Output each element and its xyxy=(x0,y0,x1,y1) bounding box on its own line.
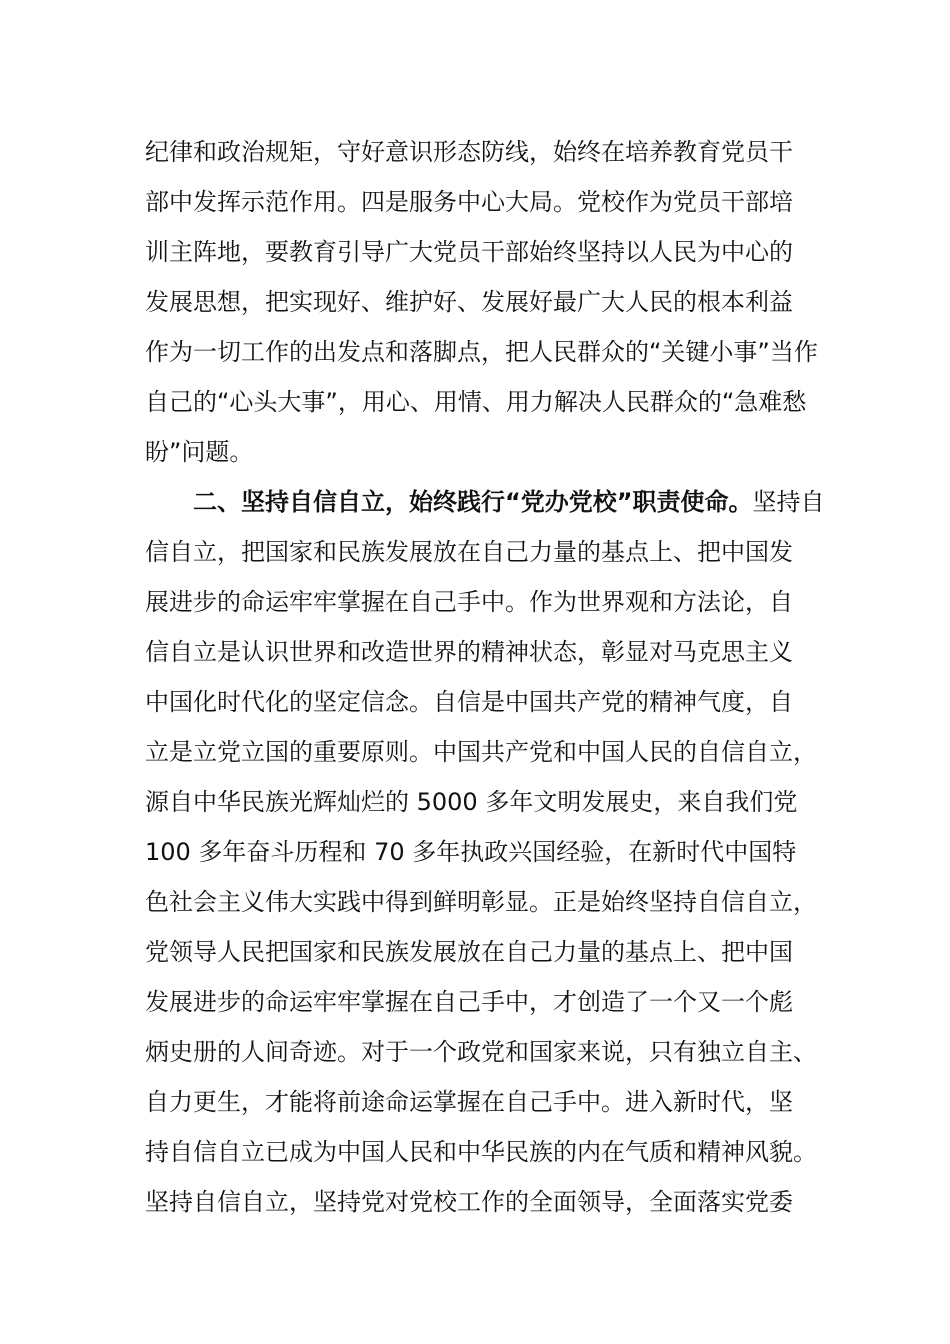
text-line: 盼”问题。 xyxy=(145,438,254,466)
text-line: 立是立党立国的重要原则。中国共产党和中国人民的自信自立， xyxy=(145,738,817,766)
text-line: 展进步的命运牢牢掌握在自己手中。作为世界观和方法论，自 xyxy=(145,588,793,616)
text-line: 信自立，把国家和民族发展放在自己力量的基点上、把中国发 xyxy=(145,538,793,566)
text-line: 源自中华民族光辉灿烂的 5000 多年文明发展史，来自我们党 xyxy=(145,788,798,816)
text-line: 发展思想，把实现好、维护好、发展好最广大人民的根本利益 xyxy=(145,288,793,316)
text-line: 纪律和政治规矩，守好意识形态防线，始终在培养教育党员干 xyxy=(145,138,793,166)
text-line: 100 多年奋斗历程和 70 多年执政兴国经验，在新时代中国特 xyxy=(145,838,797,866)
text-line: 训主阵地，要教育引导广大党员干部始终坚持以人民为中心的 xyxy=(145,238,793,266)
text-line: 色社会主义伟大实践中得到鲜明彰显。正是始终坚持自信自立， xyxy=(145,888,817,916)
section-heading: 二、坚持自信自立，始终践行“党办党校”职责使命。 xyxy=(193,488,753,516)
text-line: 党领导人民把国家和民族发展放在自己力量的基点上、把中国 xyxy=(145,938,793,966)
text-line: 中国化时代化的坚定信念。自信是中国共产党的精神气度，自 xyxy=(145,688,793,716)
text-line: 炳史册的人间奇迹。对于一个政党和国家来说，只有独立自主、 xyxy=(145,1038,817,1066)
text-line: 信自立是认识世界和改造世界的精神状态，彰显对马克思主义 xyxy=(145,638,793,666)
text-line: 发展进步的命运牢牢掌握在自己手中，才创造了一个又一个彪 xyxy=(145,988,793,1016)
text-line: 自己的“心头大事”，用心、用情、用力解决人民群众的“急难愁 xyxy=(145,388,807,416)
text-line: 作为一切工作的出发点和落脚点，把人民群众的“关键小事”当作 xyxy=(145,338,818,366)
text-line: 持自信自立已成为中国人民和中华民族的内在气质和精神风貌。 xyxy=(145,1138,817,1166)
section-heading-line xyxy=(145,477,825,527)
body-text xyxy=(145,127,825,1227)
text-line: 自力更生，才能将前途命运掌握在自己手中。进入新时代，坚 xyxy=(145,1088,793,1116)
section-heading-tail: 坚持自 xyxy=(752,488,825,516)
text-line: 部中发挥示范作用。四是服务中心大局。党校作为党员干部培 xyxy=(145,188,793,216)
text-line: 坚持自信自立，坚持党对党校工作的全面领导，全面落实党委 xyxy=(145,1188,793,1216)
